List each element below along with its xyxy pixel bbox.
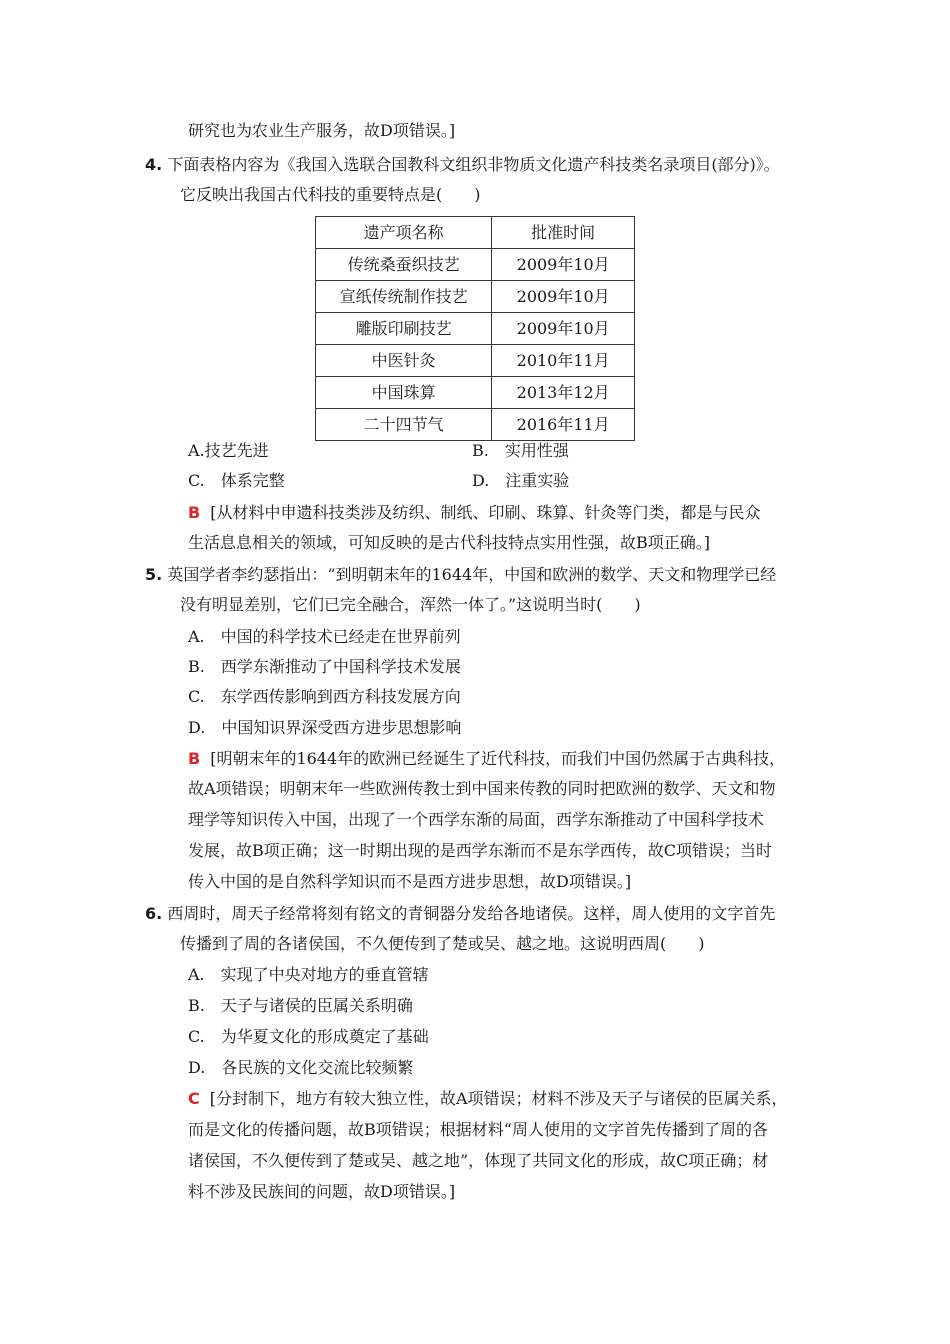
table-row (316, 345, 635, 377)
question-4-stem (145, 154, 780, 176)
table-cell: 宣纸传统制作技艺 (316, 281, 492, 313)
explanation-text: [从材料中申遗科技类涉及纺织、制纸、印刷、珠算、针灸等门类，都是与民众 (210, 503, 761, 522)
question-number: 5. (145, 565, 163, 584)
table-row (316, 249, 635, 281)
option-b: B. 实用性强 (472, 441, 569, 460)
previous-explanation-tail: 研究也为农业生产服务，故D项错误。] (188, 121, 456, 140)
option-c: C. 体系完整 (188, 471, 285, 490)
question-4-stem-line2: 它反映出我国古代科技的重要特点是( ) (180, 185, 481, 204)
question-number: 6. (145, 904, 163, 923)
table-header-cell: 遗产项名称 (316, 217, 492, 249)
option-a: A.技艺先进 (188, 441, 269, 460)
question-5-stem (145, 564, 776, 586)
table-cell: 传统桑蚕织技艺 (316, 249, 492, 281)
table-row (316, 377, 635, 409)
table-cell: 中国珠算 (316, 377, 492, 409)
answer-letter: C (188, 1089, 200, 1108)
question-text: 英国学者李约瑟指出：“到明朝末年的1644年，中国和欧洲的数学、天文和物理学已经 (167, 565, 777, 584)
explanation-line: 发展，故B项正确；这一时期出现的是西学东渐而不是东学西传，故C项错误；当时 (188, 841, 773, 860)
explanation-line: 料不涉及民族间的问题，故D项错误。] (188, 1182, 456, 1201)
option-a: A. 实现了中央对地方的垂直管辖 (188, 965, 429, 984)
explanation-line: 而是文化的传播问题，故B项错误；根据材料“周人使用的文字首先传播到了周的各 (188, 1120, 768, 1139)
option-d: D. 中国知识界深受西方进步思想影响 (188, 718, 462, 737)
option-c: C. 东学西传影响到西方科技发展方向 (188, 687, 461, 706)
option-b: B. 西学东渐推动了中国科学技术发展 (188, 657, 461, 676)
question-5-stem-line2: 没有明显差别，它们已完全融合，浑然一体了。”这说明当时( ) (180, 595, 641, 614)
table-header-cell: 批准时间 (492, 217, 635, 249)
option-d: D. 各民族的文化交流比较频繁 (188, 1058, 414, 1077)
answer-letter: B (188, 503, 201, 522)
answer-explanation-4 (188, 502, 760, 524)
question-6-stem (145, 903, 775, 925)
table-cell: 雕版印刷技艺 (316, 313, 492, 345)
table-cell: 2016年11月 (492, 409, 635, 441)
option-a: A. 中国的科学技术已经走在世界前列 (188, 627, 461, 646)
explanation-line: 传入中国的是自然科学知识而不是西方进步思想，故D项错误。] (188, 872, 632, 891)
heritage-table (315, 216, 635, 441)
explanation-text: [分封制下，地方有较大独立性，故A项错误；材料不涉及天子与诸侯的臣属关系， (209, 1089, 788, 1108)
table-cell: 2013年12月 (492, 377, 635, 409)
table-cell: 2009年10月 (492, 313, 635, 345)
answer-explanation-6 (188, 1088, 788, 1110)
option-d: D. 注重实验 (472, 471, 570, 490)
table-header-row (316, 217, 635, 249)
explanation-line: 理学等知识传入中国，出现了一个西学东渐的局面，西学东渐推动了中国科学技术 (188, 810, 765, 829)
explanation-line: 诸侯国，不久便传到了楚或吴、越之地”，体现了共同文化的形成，故C项正确；材 (188, 1151, 769, 1170)
option-c: C. 为华夏文化的形成奠定了基础 (188, 1027, 429, 1046)
table-cell: 2010年11月 (492, 345, 635, 377)
table-cell: 中医针灸 (316, 345, 492, 377)
explanation-line: 故A项错误；明朝末年一些欧洲传教士到中国来传教的同时把欧洲的数学、天文和物 (188, 779, 776, 798)
question-text: 下面表格内容为《我国入选联合国教科文组织非物质文化遗产科技类名录项目(部分)》。 (167, 155, 780, 174)
question-text: 西周时，周天子经常将刻有铭文的青铜器分发给各地诸侯。这样，周人使用的文字首先 (167, 904, 776, 923)
table-cell: 2009年10月 (492, 281, 635, 313)
question-6-stem-line2: 传播到了周的各诸侯国，不久便传到了楚或吴、越之地。这说明西周( ) (180, 934, 705, 953)
table-row (316, 313, 635, 345)
table-cell: 二十四节气 (316, 409, 492, 441)
table-row (316, 409, 635, 441)
answer-explanation-5 (188, 748, 785, 770)
question-number: 4. (145, 155, 163, 174)
answer-letter: B (188, 749, 201, 768)
option-b: B. 天子与诸侯的臣属关系明确 (188, 996, 413, 1015)
explanation-line: 生活息息相关的领域，可知反映的是古代科技特点实用性强，故B项正确。] (188, 533, 711, 552)
table-row (316, 281, 635, 313)
explanation-text: [明朝末年的1644年的欧洲已经诞生了近代科技，而我们中国仍然属于古典科技， (210, 749, 786, 768)
table-cell: 2009年10月 (492, 249, 635, 281)
